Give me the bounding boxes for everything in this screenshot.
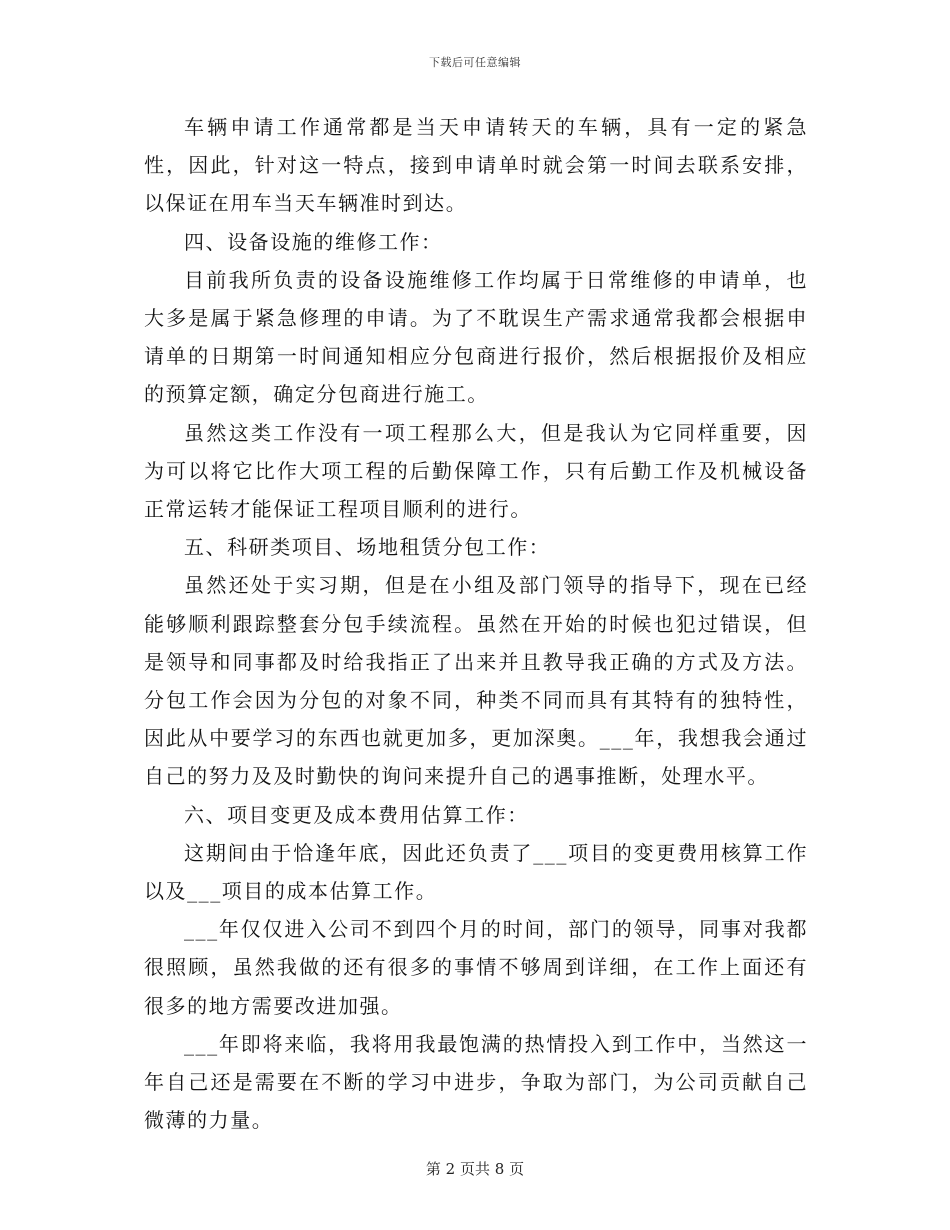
page-header-note: 下载后可任意编辑: [429, 56, 521, 69]
section-heading-research-subcontract: 五、科研类项目、场地租赁分包工作：: [184, 535, 551, 560]
paragraph-vehicle-request: 车辆申请工作通常都是当天申请转天的车辆，具有一定的紧急性，因此，针对这一特点，接到申请单时就会第一时间去联系安排，以保证在用车当天车辆准时到达。: [144, 115, 808, 216]
document-body: [144, 108, 808, 1139]
paragraph-logistics-importance: 虽然这类工作没有一项工程那么大，但是我认为它同样重要，因为可以将它比作大项工程的后勤保障工作，只有后勤工作及机械设备正常运转才能保证工程项目顺利的进行。: [144, 420, 808, 522]
paragraph-maintenance-requests: 目前我所负责的设备设施维修工作均属于日常维修的申请单，也大多是属于紧急修理的申请。为了不耽误生产需求通常我都会根据申请单的日期第一时间通知相应分包商进行报价，然后根据报价及相应的预算定额，确定分包商进行施工。: [144, 267, 808, 407]
paragraph-cost-estimation: 这期间由于恰逢年底，因此还负责了___项目的变更费用核算工作以及___项目的成本估算工作。: [144, 840, 808, 904]
paragraph-new-year-outlook: ___年即将来临，我将用我最饱满的热情投入到工作中，当然这一年自己还是需要在不断的学习中进步，争取为部门，为公司贡献自己微薄的力量。: [144, 1031, 808, 1133]
page-number: 第 2 页共 8 页: [425, 1160, 525, 1178]
section-heading-project-change-cost: 六、项目变更及成本费用估算工作：: [184, 802, 529, 827]
section-heading-equipment-maintenance: 四、设备设施的维修工作：: [184, 229, 443, 254]
paragraph-company-experience: ___年仅仅进入公司不到四个月的时间，部门的领导，同事对我都很照顾，虽然我做的还有很多的事情不够周到详细，在工作上面还有很多的地方需要改进加强。: [144, 917, 808, 1018]
paragraph-subcontract-process: 虽然还处于实习期，但是在小组及部门领导的指导下，现在已经能够顺利跟踪整套分包手续流程。虽然在开始的时候也犯过错误，但是领导和同事都及时给我指正了出来并且教导我正确的方式及方法。分包工作会因为分包的对象不同，种类不同而具有其特有的独特性，因此从中要学习的东西也就更加多，更加深奥。___年，我想我会通过自己的努力及及时勤快的询问来提升自己的遇事推断，处理水平。: [144, 573, 808, 789]
